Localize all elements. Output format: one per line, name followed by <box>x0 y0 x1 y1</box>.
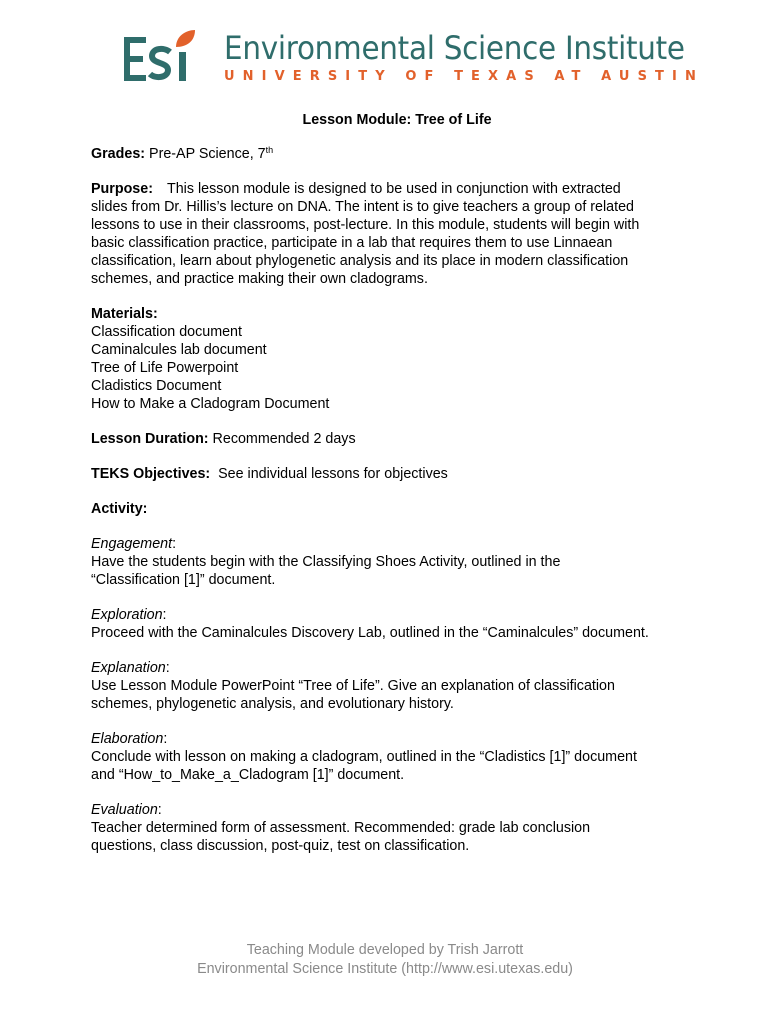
esi-logo <box>124 28 196 88</box>
purpose-line: basic classification practice, participate in a lab that requires them to use Linnaean <box>91 235 613 251</box>
grades-line <box>91 145 691 163</box>
material-item: Cladistics Document <box>91 378 222 394</box>
purpose-line: schemes, and practice making their own cladograms. <box>91 271 428 287</box>
purpose-label: Purpose: <box>91 181 153 197</box>
elaboration-section: Elaboration: Conclude with lesson on making a cladogram, outlined in the “Cladistics [1]” document and “How_to_Make_a_Cladogram [1]” document. <box>91 730 691 784</box>
section-line: and “How_to_Make_a_Cladogram [1]” document. <box>91 767 405 783</box>
duration-label: Lesson Duration: <box>91 431 209 447</box>
teks-line <box>91 465 691 483</box>
purpose-text: This lesson module is designed to be used in conjunction with extracted <box>166 181 621 197</box>
purpose-line <box>91 180 691 198</box>
materials-label: Materials: <box>91 306 158 322</box>
material-item: How to Make a Cladogram Document <box>91 396 330 412</box>
section-heading: Evaluation <box>91 802 158 818</box>
material-item: Classification document <box>91 324 242 340</box>
engagement-section: Engagement: Have the students begin with the Classifying Shoes Activity, outlined in the “Classification [1]” document. <box>91 535 691 589</box>
section-line: Have the students begin with the Classifying Shoes Activity, outlined in the <box>91 554 561 570</box>
section-line: Conclude with lesson on making a cladogram, outlined in the “Cladistics [1]” document <box>91 749 637 765</box>
section-heading: Engagement <box>91 536 173 552</box>
footer-credit: Teaching Module developed by Trish Jarrott <box>246 942 524 958</box>
org-subtitle: UNIVERSITY OF TEXAS AT AUSTIN <box>224 69 704 84</box>
section-line: schemes, phylogenetic analysis, and evolutionary history. <box>91 696 454 712</box>
duration-value: Recommended 2 days <box>212 431 356 447</box>
footer-institute: Environmental Science Institute (http://www.esi.utexas.edu) <box>197 961 573 977</box>
explanation-section: Explanation: Use Lesson Module PowerPoint “Tree of Life”. Give an explanation of classification schemes, phylogenetic analysis, and evolutionary history. <box>91 659 691 713</box>
teks-value: See individual lessons for objectives <box>218 466 448 482</box>
teks-label: TEKS Objectives: <box>91 466 211 482</box>
purpose-line: lessons to use in their classrooms, post-lecture. In this module, students will begin with <box>91 217 640 233</box>
section-heading: Explanation <box>91 660 166 676</box>
section-line: Teacher determined form of assessment. Recommended: grade lab conclusion <box>91 820 591 836</box>
evaluation-section: Evaluation: Teacher determined form of assessment. Recommended: grade lab conclusion questions, class discussion, post-quiz, test on classification. <box>91 801 691 855</box>
lesson-title: Lesson Module: Tree of Life <box>302 112 492 128</box>
activity-heading: Activity: <box>91 501 148 517</box>
exploration-section: Exploration: Proceed with the Caminalcules Discovery Lab, outlined in the “Caminalcules” document. <box>91 606 691 642</box>
section-heading: Exploration <box>91 607 163 623</box>
section-line: Use Lesson Module PowerPoint “Tree of Life”. Give an explanation of classification <box>91 678 615 694</box>
material-item: Caminalcules lab document <box>91 342 267 358</box>
section-heading: Elaboration <box>91 731 164 747</box>
grades-sup: th <box>265 145 274 155</box>
purpose-line: classification, learn about phylogenetic analysis and its place in modern classification <box>91 253 629 269</box>
materials-section <box>91 305 691 413</box>
purpose-line: slides from Dr. Hillis’s lecture on DNA. The intent is to give teachers a group of related <box>91 199 635 215</box>
grades-label: Grades: <box>91 146 146 162</box>
org-name: Environmental Science Institute <box>224 29 685 67</box>
purpose-section <box>91 180 691 288</box>
document-body <box>91 111 691 872</box>
org-wordmark <box>224 30 725 86</box>
section-line: questions, class discussion, post-quiz, test on classification. <box>91 838 470 854</box>
material-item: Tree of Life Powerpoint <box>91 360 239 376</box>
grades-value: Pre-AP Science, 7 <box>149 146 266 162</box>
page-header <box>124 28 704 92</box>
section-line: “Classification [1]” document. <box>91 572 276 588</box>
page-footer <box>0 941 770 979</box>
duration-line <box>91 430 691 448</box>
section-line: Proceed with the Caminalcules Discovery Lab, outlined in the “Caminalcules” document. <box>91 625 649 641</box>
